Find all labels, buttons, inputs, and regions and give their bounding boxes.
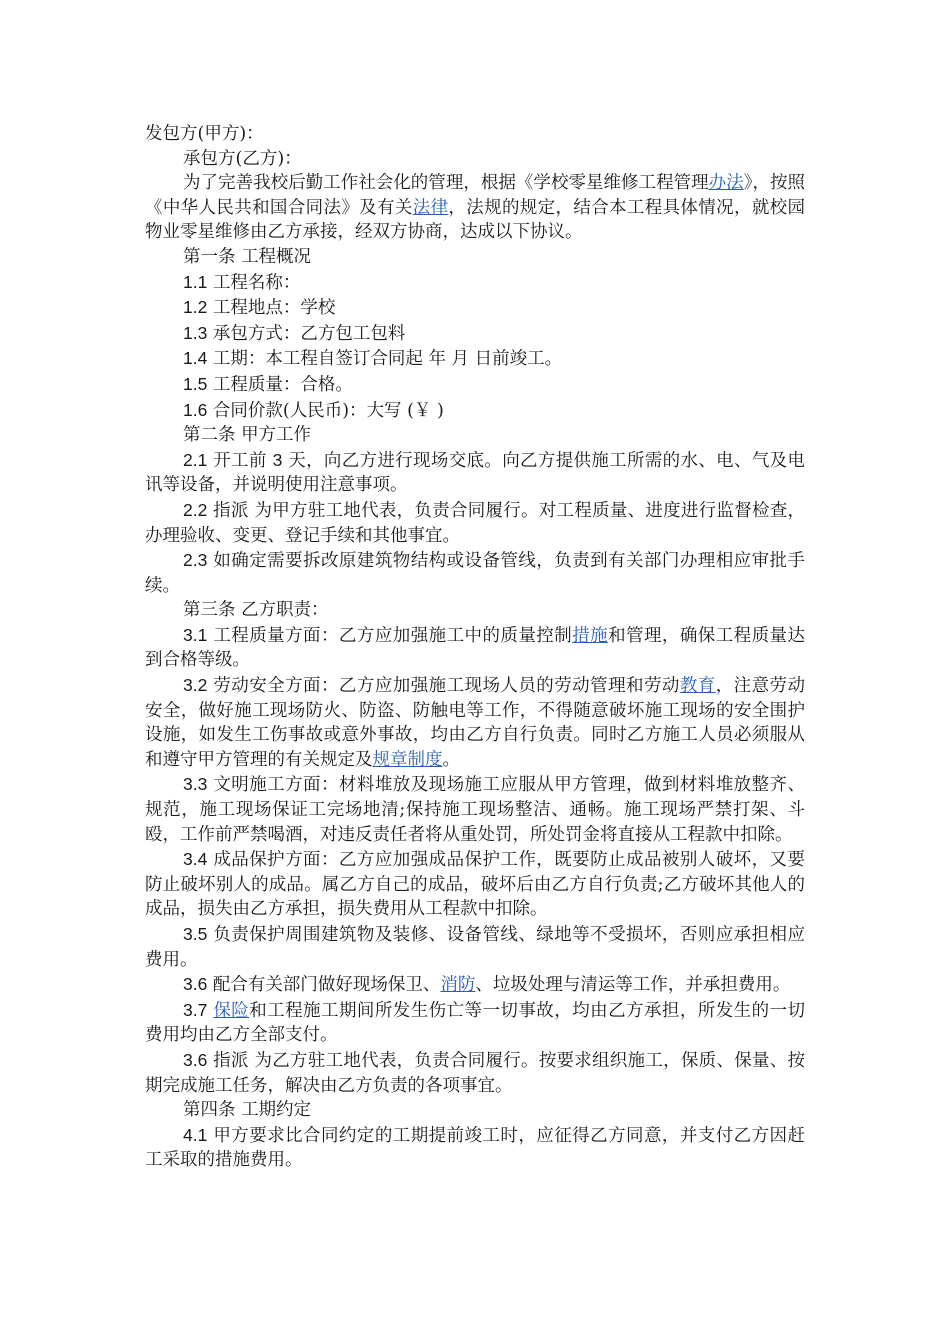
text-segment: 第四条 工期约定 xyxy=(183,1100,312,1121)
clause-number: 3.2 xyxy=(183,675,208,696)
clause-number: 1.3 xyxy=(183,322,208,343)
paragraph xyxy=(145,1048,805,1098)
text-segment: 承包方式：乙方包工包料 xyxy=(207,323,406,344)
clause-number: 1.5 xyxy=(183,373,208,394)
paragraph xyxy=(145,998,805,1048)
paragraph xyxy=(145,673,805,772)
text-segment: 如确定需要拆改原建筑物结构或设备管线，负责到有关部门办理相应审批手续。 xyxy=(145,551,805,596)
paragraph xyxy=(145,270,805,296)
paragraph xyxy=(145,398,805,424)
text-segment: 劳动安全方面：乙方应加强施工现场人员的劳动管理和劳动 xyxy=(207,676,680,697)
clause-number: 3.3 xyxy=(183,774,208,795)
text-segment: 第一条 工程概况 xyxy=(183,246,312,267)
paragraph xyxy=(145,772,805,847)
text-segment: 天，向乙方进行现场交底。向乙方提供施工所需的水、电、气及电讯等设备，并说明使用注意事项。 xyxy=(145,450,805,496)
paragraph xyxy=(145,598,805,623)
text-segment: 配合有关部门做好现场保卫、 xyxy=(207,975,441,996)
text-segment: 。 xyxy=(442,749,460,770)
paragraph xyxy=(145,147,805,172)
text-segment: 发包方(甲方)： xyxy=(145,124,264,144)
text-segment: 工期：本工程自签订合同起 年 月 日前竣工。 xyxy=(207,349,563,370)
text-segment: 、垃圾处理与清运等工作，并承担费用。 xyxy=(475,975,791,996)
clause-number: 3.1 xyxy=(183,624,208,645)
inline-link[interactable]: 法律 xyxy=(412,197,449,218)
text-segment: 承包方(乙方)： xyxy=(183,148,302,169)
clause-number: 1.1 xyxy=(183,271,208,292)
inline-link[interactable]: 保险 xyxy=(213,1000,250,1021)
text-segment: 甲方要求比合同约定的工期提前竣工时，应征得乙方同意，并支付乙方因赶工采取的措施费用。 xyxy=(145,1125,805,1171)
text-segment: 工程地点：学校 xyxy=(207,298,336,319)
clause-number: 3 xyxy=(272,449,283,470)
paragraph xyxy=(145,295,805,321)
text-segment: 文明施工方面：材料堆放及现场施工应服从甲方管理，做到材料堆放整齐、规范，施工现场保证工完场地清;保持施工现场整洁、通畅。施工现场严禁打架、斗殴，工作前严禁喝酒，对违反责任者将从重处罚，所处罚金将直接从工程款中扣除。 xyxy=(145,775,805,845)
clause-number: 2.3 xyxy=(183,550,208,571)
paragraph xyxy=(145,922,805,972)
paragraph xyxy=(145,498,805,548)
clause-number: 3.4 xyxy=(183,849,208,870)
paragraph xyxy=(145,972,805,998)
text-segment: 合同价款(人民币)：大写 (￥ ) xyxy=(207,400,444,421)
text-segment: 工程质量方面：乙方应加强施工中的质量控制 xyxy=(207,625,573,646)
text-segment: 第二条 甲方工作 xyxy=(183,425,312,446)
clause-number: 3.7 xyxy=(183,999,208,1020)
text-segment: 》，按照《中华人民共和国合同法》及有关 xyxy=(145,173,806,218)
paragraph xyxy=(145,1123,805,1173)
text-segment: 工程名称： xyxy=(207,272,301,293)
clause-number: 3.5 xyxy=(183,924,208,944)
inline-link[interactable]: 教育 xyxy=(679,676,716,697)
text-segment: 和管理，确保工程质量达到合格等级。 xyxy=(145,625,806,671)
text-segment: 负责保护周围建筑物及装修、设备管线、绿地等不受损坏，否则应承担相应费用。 xyxy=(145,925,805,970)
paragraph xyxy=(145,321,805,347)
paragraph xyxy=(145,122,805,147)
clause-number: 3.6 xyxy=(183,974,208,995)
text-segment: 指派 为乙方驻工地代表，负责合同履行。按要求组织施工，保质、保量、按期完成施工任务，解决由乙方负责的各项事宜。 xyxy=(145,1050,805,1096)
clause-number: 1.2 xyxy=(183,297,208,318)
text-segment: 开工前 xyxy=(207,450,273,471)
text-segment: 和工程施工期间所发生伤亡等一切事故，均由乙方承担，所发生的一切费用均由乙方全部支付。 xyxy=(145,1000,805,1046)
paragraph xyxy=(145,623,805,673)
paragraph xyxy=(145,171,805,245)
clause-number: 4.1 xyxy=(183,1124,208,1145)
clause-number: 1.4 xyxy=(183,348,208,369)
clause-number: 3.6 xyxy=(183,1049,208,1070)
text-segment: ，注意劳动安全，做好施工现场防火、防盗、防触电等工作，不得随意破坏施工现场的安全围护设施，如发生工伤事故或意外事故，均由乙方自行负责。同时乙方施工人员必须服从和遵守甲方管理的有关规定及 xyxy=(145,676,806,770)
inline-link[interactable]: 消防 xyxy=(440,975,476,996)
text-segment: ，法规的规定，结合本工程具体情况，就校园物业零星维修由乙方承接，经双方协商，达成以下协议。 xyxy=(145,197,806,243)
text-segment: 工程质量：合格。 xyxy=(207,374,353,395)
contract-document xyxy=(145,122,805,1173)
inline-link[interactable]: 规章制度 xyxy=(372,749,443,770)
clause-number: 1.6 xyxy=(183,399,208,420)
paragraph xyxy=(145,1098,805,1123)
paragraph xyxy=(145,448,805,498)
text-segment: 成品保护方面：乙方应加强成品保护工作，既要防止成品被别人破坏，又要防止破坏别人的成品。属乙方自己的成品，破坏后由乙方自行负责;乙方破坏其他人的成品，损失由乙方承担，损失费用从工程款中扣除。 xyxy=(145,850,805,920)
paragraph xyxy=(145,548,805,598)
text-segment: 为了完善我校后勤工作社会化的管理，根据《学校零星维修工程管理 xyxy=(183,173,709,194)
clause-number: 2.2 xyxy=(183,499,208,520)
inline-link[interactable]: 措施 xyxy=(572,625,609,646)
paragraph xyxy=(145,847,805,922)
clause-number: 2.1 xyxy=(183,449,208,470)
paragraph xyxy=(145,372,805,398)
text-segment: 指派 为甲方驻工地代表，负责合同履行。对工程质量、进度进行监督检查，办理验收、变更、登记手续和其他事宜。 xyxy=(145,500,805,546)
paragraph xyxy=(145,245,805,270)
paragraph xyxy=(145,346,805,372)
text-segment: 第三条 乙方职责： xyxy=(183,600,329,621)
inline-link[interactable]: 办法 xyxy=(708,173,744,194)
paragraph xyxy=(145,423,805,448)
